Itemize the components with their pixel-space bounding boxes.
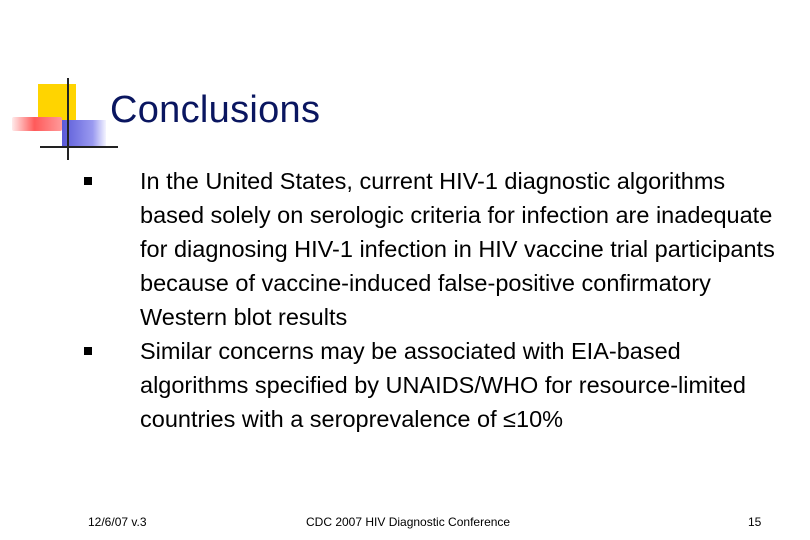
bullet-text: Similar concerns may be associated with EIA-based algorithms specified by UNAIDS/WHO for resource-limited countries with a seroprevalence of ≤10% [140, 338, 746, 432]
bullet-text: In the United States, current HIV-1 diagnostic algorithms based solely on serologic criteria for infection are inadequate for diagnosing HIV-1 infection in HIV vaccine trial participants because of vaccine-induced false-positive confirmatory Western blot results [140, 168, 775, 330]
footer-slide-number: 15 [748, 515, 762, 529]
bullet-item [84, 334, 794, 436]
bullet-item [84, 164, 794, 334]
bullet-square-icon [84, 177, 92, 185]
decoration-red-bar [12, 117, 62, 131]
title-decoration [0, 0, 120, 170]
bullet-square-icon [84, 347, 92, 355]
footer-conference: CDC 2007 HIV Diagnostic Conference [306, 515, 511, 529]
slide-title: Conclusions [110, 89, 321, 131]
decoration-horizontal-line [40, 146, 118, 148]
footer-date-version: 12/6/07 v.3 [88, 515, 147, 529]
bullet-list [84, 164, 794, 436]
